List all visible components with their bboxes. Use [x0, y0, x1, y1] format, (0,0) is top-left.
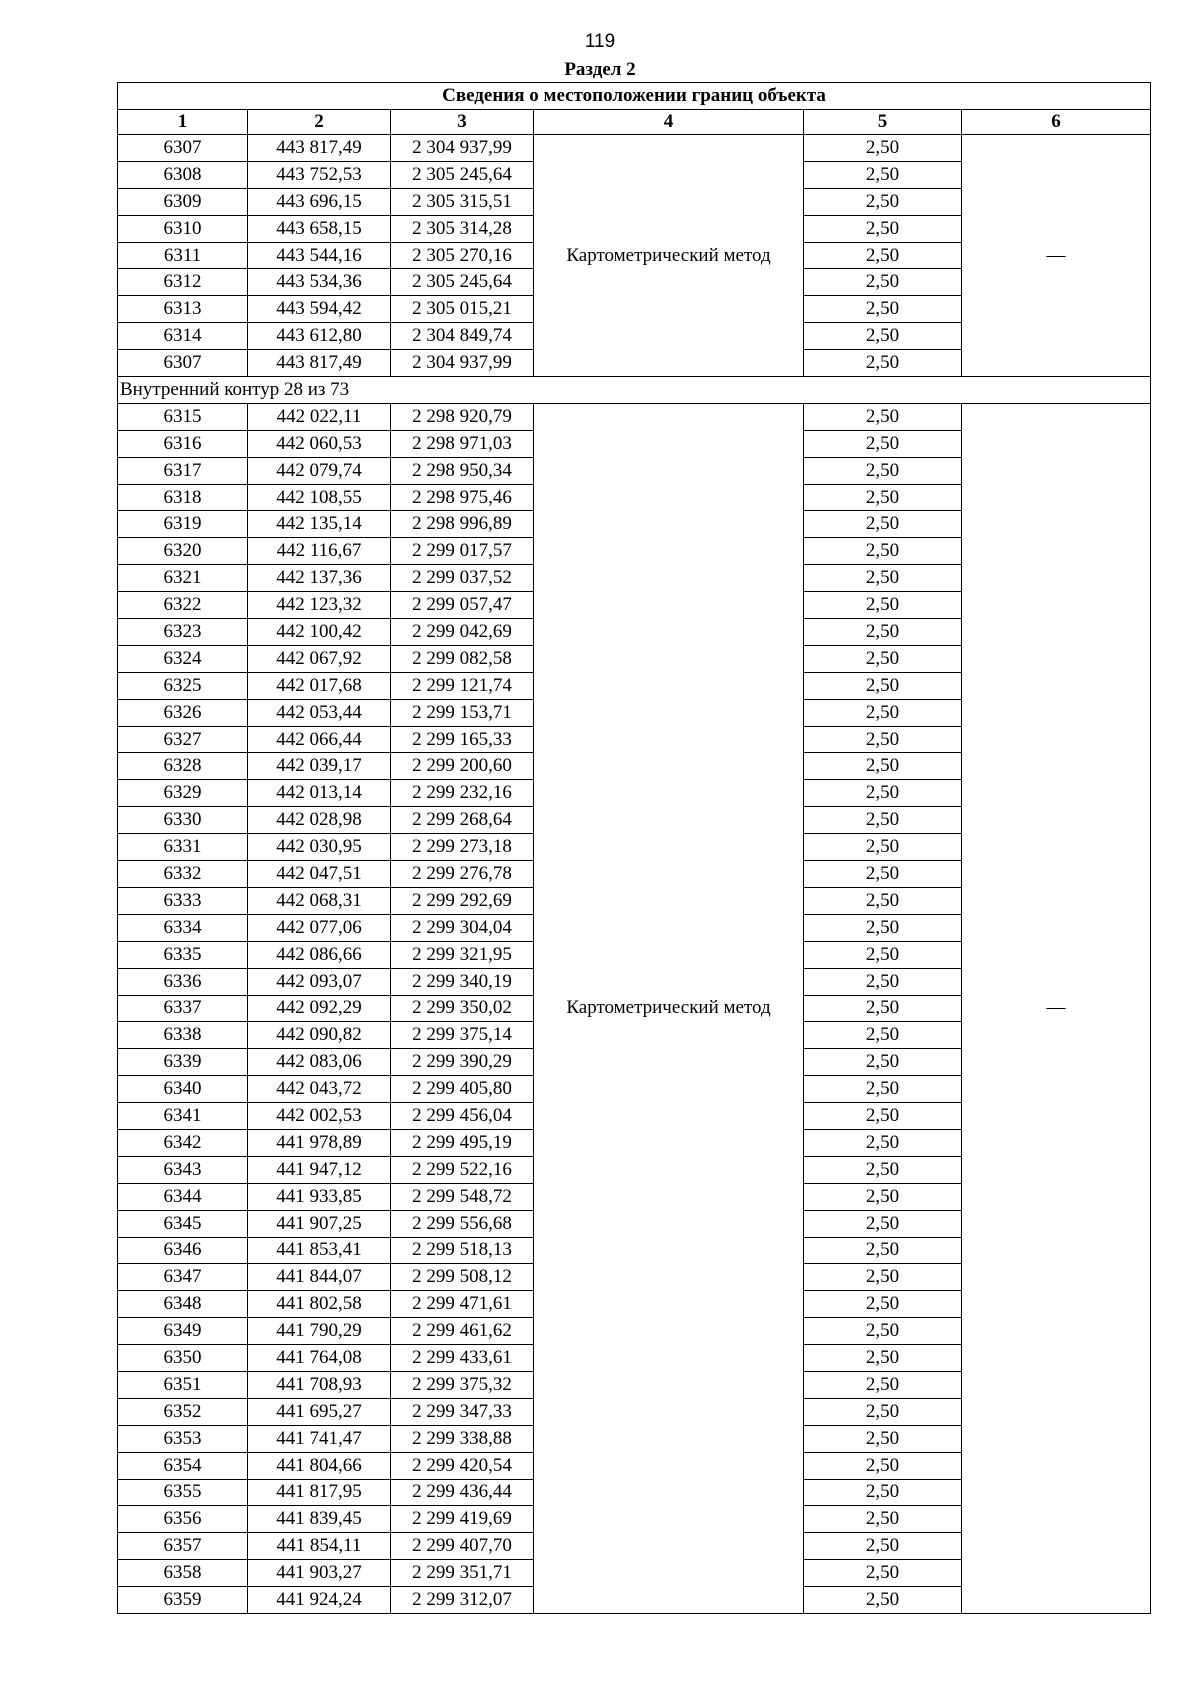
- point-number-cell: 6321: [118, 565, 248, 592]
- point-number-cell: 6312: [118, 269, 248, 296]
- y-coordinate-cell: 2 299 518,13: [391, 1237, 534, 1264]
- y-coordinate-cell: 2 299 420,54: [391, 1452, 534, 1479]
- accuracy-cell: 2,50: [804, 914, 962, 941]
- y-coordinate-cell: 2 304 937,99: [391, 135, 534, 162]
- accuracy-cell: 2,50: [804, 1425, 962, 1452]
- y-coordinate-cell: 2 298 920,79: [391, 403, 534, 430]
- column-number-6: 6: [962, 110, 1151, 135]
- y-coordinate-cell: 2 299 433,61: [391, 1345, 534, 1372]
- x-coordinate-cell: 441 804,66: [248, 1452, 391, 1479]
- x-coordinate-cell: 442 137,36: [248, 565, 391, 592]
- table-caption: Сведения о местоположении границ объекта: [118, 83, 1151, 110]
- point-number-cell: 6348: [118, 1291, 248, 1318]
- point-number-cell: 6344: [118, 1183, 248, 1210]
- y-coordinate-cell: 2 299 276,78: [391, 861, 534, 888]
- accuracy-cell: 2,50: [804, 941, 962, 968]
- accuracy-cell: 2,50: [804, 1345, 962, 1372]
- point-number-cell: 6333: [118, 887, 248, 914]
- y-coordinate-cell: 2 298 950,34: [391, 457, 534, 484]
- x-coordinate-cell: 442 067,92: [248, 645, 391, 672]
- point-number-cell: 6324: [118, 645, 248, 672]
- y-coordinate-cell: 2 299 375,32: [391, 1371, 534, 1398]
- x-coordinate-cell: 441 695,27: [248, 1398, 391, 1425]
- accuracy-cell: 2,50: [804, 538, 962, 565]
- point-number-cell: 6313: [118, 296, 248, 323]
- point-number-cell: 6330: [118, 807, 248, 834]
- x-coordinate-cell: 442 108,55: [248, 484, 391, 511]
- point-number-cell: 6339: [118, 1049, 248, 1076]
- column-number-5: 5: [804, 110, 962, 135]
- x-coordinate-cell: 442 077,06: [248, 914, 391, 941]
- point-number-cell: 6341: [118, 1103, 248, 1130]
- x-coordinate-cell: 441 764,08: [248, 1345, 391, 1372]
- y-coordinate-cell: 2 299 390,29: [391, 1049, 534, 1076]
- x-coordinate-cell: 441 802,58: [248, 1291, 391, 1318]
- point-number-cell: 6345: [118, 1210, 248, 1237]
- accuracy-cell: 2,50: [804, 672, 962, 699]
- x-coordinate-cell: 442 060,53: [248, 430, 391, 457]
- x-coordinate-cell: 442 100,42: [248, 619, 391, 646]
- y-coordinate-cell: 2 299 042,69: [391, 619, 534, 646]
- x-coordinate-cell: 441 947,12: [248, 1156, 391, 1183]
- accuracy-cell: 2,50: [804, 350, 962, 377]
- column-number-2: 2: [248, 110, 391, 135]
- y-coordinate-cell: 2 299 407,70: [391, 1533, 534, 1560]
- x-coordinate-cell: 442 090,82: [248, 1022, 391, 1049]
- y-coordinate-cell: 2 299 121,74: [391, 672, 534, 699]
- point-number-cell: 6347: [118, 1264, 248, 1291]
- x-coordinate-cell: 443 534,36: [248, 269, 391, 296]
- x-coordinate-cell: 442 079,74: [248, 457, 391, 484]
- accuracy-cell: 2,50: [804, 1183, 962, 1210]
- point-number-cell: 6332: [118, 861, 248, 888]
- accuracy-cell: 2,50: [804, 1318, 962, 1345]
- y-coordinate-cell: 2 299 312,07: [391, 1587, 534, 1614]
- point-number-cell: 6322: [118, 592, 248, 619]
- point-number-cell: 6354: [118, 1452, 248, 1479]
- accuracy-cell: 2,50: [804, 457, 962, 484]
- x-coordinate-cell: 443 658,15: [248, 215, 391, 242]
- point-number-cell: 6359: [118, 1587, 248, 1614]
- y-coordinate-cell: 2 299 351,71: [391, 1560, 534, 1587]
- x-coordinate-cell: 442 068,31: [248, 887, 391, 914]
- column-number-3: 3: [391, 110, 534, 135]
- accuracy-cell: 2,50: [804, 565, 962, 592]
- accuracy-cell: 2,50: [804, 995, 962, 1022]
- y-coordinate-cell: 2 299 268,64: [391, 807, 534, 834]
- y-coordinate-cell: 2 299 556,68: [391, 1210, 534, 1237]
- x-coordinate-cell: 443 817,49: [248, 350, 391, 377]
- table-row: [118, 403, 1151, 430]
- x-coordinate-cell: 441 853,41: [248, 1237, 391, 1264]
- y-coordinate-cell: 2 305 245,64: [391, 269, 534, 296]
- point-number-cell: 6316: [118, 430, 248, 457]
- point-number-cell: 6317: [118, 457, 248, 484]
- x-coordinate-cell: 443 594,42: [248, 296, 391, 323]
- point-number-cell: 6308: [118, 161, 248, 188]
- column-number-row: [118, 110, 1151, 135]
- y-coordinate-cell: 2 304 849,74: [391, 323, 534, 350]
- accuracy-cell: 2,50: [804, 861, 962, 888]
- point-number-cell: 6336: [118, 968, 248, 995]
- column-number-4: 4: [534, 110, 804, 135]
- y-coordinate-cell: 2 299 304,04: [391, 914, 534, 941]
- point-number-cell: 6329: [118, 780, 248, 807]
- point-number-cell: 6356: [118, 1506, 248, 1533]
- y-coordinate-cell: 2 299 548,72: [391, 1183, 534, 1210]
- y-coordinate-cell: 2 299 419,69: [391, 1506, 534, 1533]
- x-coordinate-cell: 442 093,07: [248, 968, 391, 995]
- accuracy-cell: 2,50: [804, 619, 962, 646]
- point-number-cell: 6350: [118, 1345, 248, 1372]
- y-coordinate-cell: 2 299 057,47: [391, 592, 534, 619]
- table-body: [118, 83, 1151, 1614]
- x-coordinate-cell: 443 544,16: [248, 242, 391, 269]
- y-coordinate-cell: 2 299 508,12: [391, 1264, 534, 1291]
- point-number-cell: 6328: [118, 753, 248, 780]
- accuracy-cell: 2,50: [804, 1210, 962, 1237]
- x-coordinate-cell: 441 844,07: [248, 1264, 391, 1291]
- column-6-cell: —: [962, 403, 1151, 1613]
- point-number-cell: 6340: [118, 1076, 248, 1103]
- y-coordinate-cell: 2 299 461,62: [391, 1318, 534, 1345]
- accuracy-cell: 2,50: [804, 1506, 962, 1533]
- point-number-cell: 6355: [118, 1479, 248, 1506]
- y-coordinate-cell: 2 299 273,18: [391, 834, 534, 861]
- x-coordinate-cell: 441 978,89: [248, 1129, 391, 1156]
- y-coordinate-cell: 2 299 350,02: [391, 995, 534, 1022]
- contour-label-row: [118, 377, 1151, 404]
- accuracy-cell: 2,50: [804, 511, 962, 538]
- x-coordinate-cell: 441 854,11: [248, 1533, 391, 1560]
- y-coordinate-cell: 2 299 200,60: [391, 753, 534, 780]
- accuracy-cell: 2,50: [804, 1587, 962, 1614]
- accuracy-cell: 2,50: [804, 699, 962, 726]
- accuracy-cell: 2,50: [804, 887, 962, 914]
- point-number-cell: 6327: [118, 726, 248, 753]
- section-title: Раздел 2: [564, 59, 636, 80]
- point-number-cell: 6346: [118, 1237, 248, 1264]
- accuracy-cell: 2,50: [804, 834, 962, 861]
- x-coordinate-cell: 442 030,95: [248, 834, 391, 861]
- x-coordinate-cell: 442 083,06: [248, 1049, 391, 1076]
- x-coordinate-cell: 443 817,49: [248, 135, 391, 162]
- point-number-cell: 6311: [118, 242, 248, 269]
- y-coordinate-cell: 2 299 321,95: [391, 941, 534, 968]
- accuracy-cell: 2,50: [804, 1022, 962, 1049]
- accuracy-cell: 2,50: [804, 807, 962, 834]
- x-coordinate-cell: 442 116,67: [248, 538, 391, 565]
- point-number-cell: 6331: [118, 834, 248, 861]
- x-coordinate-cell: 442 066,44: [248, 726, 391, 753]
- column-number-1: 1: [118, 110, 248, 135]
- accuracy-cell: 2,50: [804, 430, 962, 457]
- y-coordinate-cell: 2 305 315,51: [391, 188, 534, 215]
- point-number-cell: 6323: [118, 619, 248, 646]
- x-coordinate-cell: 442 053,44: [248, 699, 391, 726]
- point-number-cell: 6307: [118, 135, 248, 162]
- point-number-cell: 6310: [118, 215, 248, 242]
- y-coordinate-cell: 2 299 347,33: [391, 1398, 534, 1425]
- method-cell: Картометрический метод: [534, 403, 804, 1613]
- x-coordinate-cell: 443 696,15: [248, 188, 391, 215]
- accuracy-cell: 2,50: [804, 1103, 962, 1130]
- accuracy-cell: 2,50: [804, 592, 962, 619]
- point-number-cell: 6337: [118, 995, 248, 1022]
- y-coordinate-cell: 2 298 971,03: [391, 430, 534, 457]
- accuracy-cell: 2,50: [804, 1560, 962, 1587]
- accuracy-cell: 2,50: [804, 296, 962, 323]
- column-6-cell: —: [962, 135, 1151, 377]
- point-number-cell: 6335: [118, 941, 248, 968]
- accuracy-cell: 2,50: [804, 323, 962, 350]
- y-coordinate-cell: 2 305 314,28: [391, 215, 534, 242]
- x-coordinate-cell: 442 028,98: [248, 807, 391, 834]
- accuracy-cell: 2,50: [804, 1533, 962, 1560]
- accuracy-cell: 2,50: [804, 1156, 962, 1183]
- x-coordinate-cell: 442 013,14: [248, 780, 391, 807]
- point-number-cell: 6352: [118, 1398, 248, 1425]
- y-coordinate-cell: 2 299 340,19: [391, 968, 534, 995]
- x-coordinate-cell: 441 817,95: [248, 1479, 391, 1506]
- contour-label: Внутренний контур 28 из 73: [118, 377, 1151, 404]
- accuracy-cell: 2,50: [804, 135, 962, 162]
- y-coordinate-cell: 2 298 975,46: [391, 484, 534, 511]
- x-coordinate-cell: 442 039,17: [248, 753, 391, 780]
- accuracy-cell: 2,50: [804, 1129, 962, 1156]
- accuracy-cell: 2,50: [804, 269, 962, 296]
- x-coordinate-cell: 442 123,32: [248, 592, 391, 619]
- x-coordinate-cell: 442 043,72: [248, 1076, 391, 1103]
- accuracy-cell: 2,50: [804, 188, 962, 215]
- page-number: 119: [584, 31, 616, 52]
- y-coordinate-cell: 2 299 375,14: [391, 1022, 534, 1049]
- y-coordinate-cell: 2 305 245,64: [391, 161, 534, 188]
- accuracy-cell: 2,50: [804, 645, 962, 672]
- y-coordinate-cell: 2 299 017,57: [391, 538, 534, 565]
- accuracy-cell: 2,50: [804, 1371, 962, 1398]
- accuracy-cell: 2,50: [804, 753, 962, 780]
- accuracy-cell: 2,50: [804, 1291, 962, 1318]
- point-number-cell: 6342: [118, 1129, 248, 1156]
- x-coordinate-cell: 442 086,66: [248, 941, 391, 968]
- accuracy-cell: 2,50: [804, 242, 962, 269]
- x-coordinate-cell: 442 017,68: [248, 672, 391, 699]
- x-coordinate-cell: 441 839,45: [248, 1506, 391, 1533]
- point-number-cell: 6307: [118, 350, 248, 377]
- y-coordinate-cell: 2 304 937,99: [391, 350, 534, 377]
- accuracy-cell: 2,50: [804, 1237, 962, 1264]
- x-coordinate-cell: 442 047,51: [248, 861, 391, 888]
- y-coordinate-cell: 2 299 037,52: [391, 565, 534, 592]
- y-coordinate-cell: 2 305 015,21: [391, 296, 534, 323]
- accuracy-cell: 2,50: [804, 1398, 962, 1425]
- point-number-cell: 6357: [118, 1533, 248, 1560]
- y-coordinate-cell: 2 299 153,71: [391, 699, 534, 726]
- boundary-coordinates-table: [117, 82, 1151, 1614]
- x-coordinate-cell: 441 924,24: [248, 1587, 391, 1614]
- accuracy-cell: 2,50: [804, 403, 962, 430]
- accuracy-cell: 2,50: [804, 1049, 962, 1076]
- point-number-cell: 6318: [118, 484, 248, 511]
- point-number-cell: 6326: [118, 699, 248, 726]
- point-number-cell: 6351: [118, 1371, 248, 1398]
- point-number-cell: 6325: [118, 672, 248, 699]
- y-coordinate-cell: 2 305 270,16: [391, 242, 534, 269]
- x-coordinate-cell: 441 708,93: [248, 1371, 391, 1398]
- point-number-cell: 6309: [118, 188, 248, 215]
- x-coordinate-cell: 442 092,29: [248, 995, 391, 1022]
- y-coordinate-cell: 2 299 436,44: [391, 1479, 534, 1506]
- y-coordinate-cell: 2 299 292,69: [391, 887, 534, 914]
- point-number-cell: 6314: [118, 323, 248, 350]
- y-coordinate-cell: 2 299 522,16: [391, 1156, 534, 1183]
- point-number-cell: 6338: [118, 1022, 248, 1049]
- table-caption-row: [118, 83, 1151, 110]
- x-coordinate-cell: 442 022,11: [248, 403, 391, 430]
- method-cell: Картометрический метод: [534, 135, 804, 377]
- y-coordinate-cell: 2 299 456,04: [391, 1103, 534, 1130]
- table-row: [118, 135, 1151, 162]
- y-coordinate-cell: 2 299 165,33: [391, 726, 534, 753]
- x-coordinate-cell: 441 741,47: [248, 1425, 391, 1452]
- x-coordinate-cell: 441 933,85: [248, 1183, 391, 1210]
- accuracy-cell: 2,50: [804, 968, 962, 995]
- y-coordinate-cell: 2 299 232,16: [391, 780, 534, 807]
- x-coordinate-cell: 442 135,14: [248, 511, 391, 538]
- point-number-cell: 6353: [118, 1425, 248, 1452]
- y-coordinate-cell: 2 298 996,89: [391, 511, 534, 538]
- point-number-cell: 6358: [118, 1560, 248, 1587]
- point-number-cell: 6319: [118, 511, 248, 538]
- x-coordinate-cell: 443 612,80: [248, 323, 391, 350]
- accuracy-cell: 2,50: [804, 161, 962, 188]
- y-coordinate-cell: 2 299 082,58: [391, 645, 534, 672]
- point-number-cell: 6349: [118, 1318, 248, 1345]
- accuracy-cell: 2,50: [804, 1264, 962, 1291]
- x-coordinate-cell: 441 790,29: [248, 1318, 391, 1345]
- accuracy-cell: 2,50: [804, 484, 962, 511]
- y-coordinate-cell: 2 299 495,19: [391, 1129, 534, 1156]
- accuracy-cell: 2,50: [804, 215, 962, 242]
- point-number-cell: 6334: [118, 914, 248, 941]
- y-coordinate-cell: 2 299 471,61: [391, 1291, 534, 1318]
- accuracy-cell: 2,50: [804, 1076, 962, 1103]
- x-coordinate-cell: 443 752,53: [248, 161, 391, 188]
- point-number-cell: 6343: [118, 1156, 248, 1183]
- y-coordinate-cell: 2 299 338,88: [391, 1425, 534, 1452]
- x-coordinate-cell: 441 907,25: [248, 1210, 391, 1237]
- x-coordinate-cell: 442 002,53: [248, 1103, 391, 1130]
- accuracy-cell: 2,50: [804, 1479, 962, 1506]
- accuracy-cell: 2,50: [804, 726, 962, 753]
- point-number-cell: 6320: [118, 538, 248, 565]
- point-number-cell: 6315: [118, 403, 248, 430]
- accuracy-cell: 2,50: [804, 780, 962, 807]
- accuracy-cell: 2,50: [804, 1452, 962, 1479]
- x-coordinate-cell: 441 903,27: [248, 1560, 391, 1587]
- y-coordinate-cell: 2 299 405,80: [391, 1076, 534, 1103]
